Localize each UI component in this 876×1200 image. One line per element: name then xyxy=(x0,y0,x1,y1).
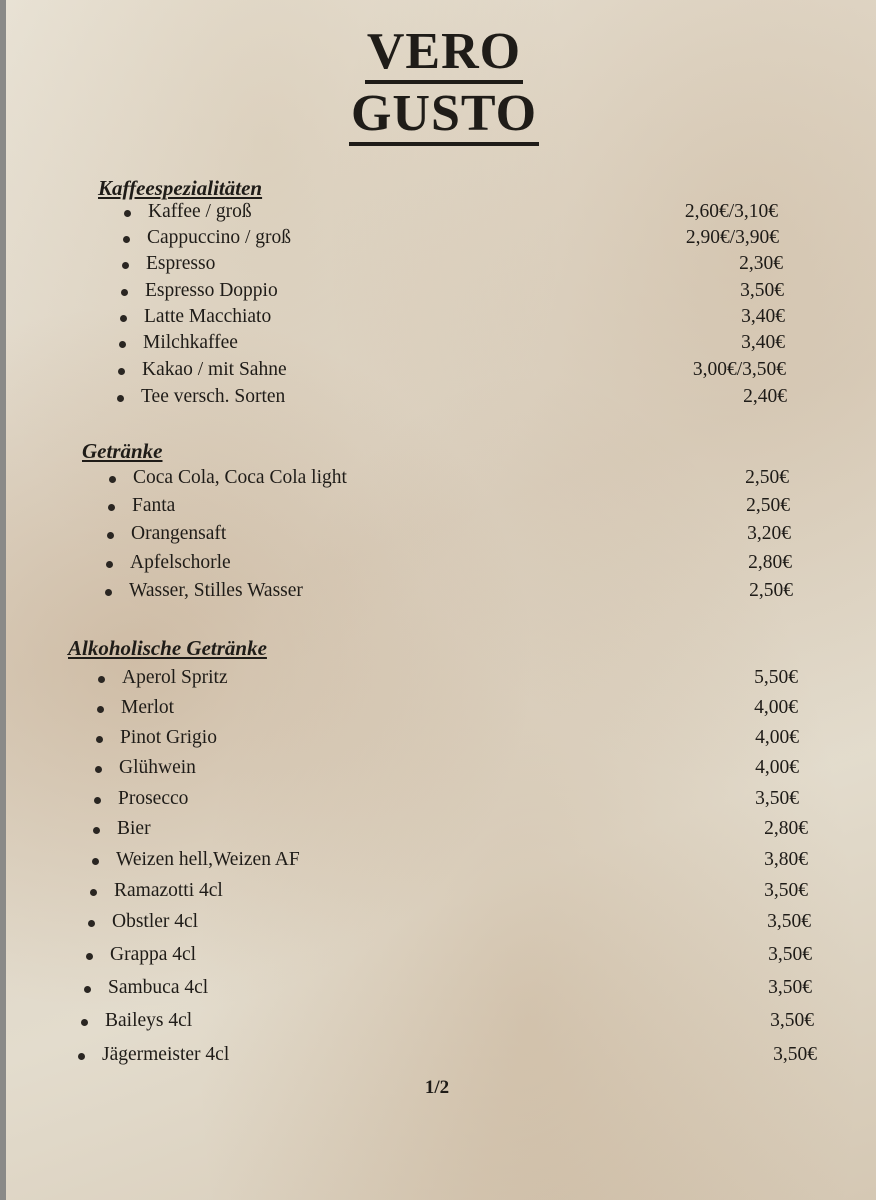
menu-item xyxy=(107,523,791,549)
item-name: Glühwein xyxy=(119,757,196,778)
item-price: 3,50€ xyxy=(755,788,799,809)
menu-item xyxy=(118,359,786,385)
bullet-icon xyxy=(93,827,100,834)
item-price: 3,50€ xyxy=(740,280,784,301)
bullet-icon xyxy=(106,561,113,568)
item-price: 2,80€ xyxy=(748,552,792,573)
menu-item xyxy=(123,227,779,253)
item-name: Espresso xyxy=(146,253,216,274)
section-heading-alcoholic-drinks: Alkoholische Getränke xyxy=(68,636,267,660)
item-price: 4,00€ xyxy=(754,697,798,718)
bullet-icon xyxy=(122,262,129,269)
bullet-icon xyxy=(108,504,115,511)
item-price: 2,50€ xyxy=(745,467,789,488)
item-price: 5,50€ xyxy=(754,667,798,688)
item-price: 3,50€ xyxy=(764,880,808,901)
menu-item xyxy=(84,977,812,1003)
menu-item xyxy=(86,944,812,970)
item-price: 4,00€ xyxy=(755,757,799,778)
bullet-icon xyxy=(94,797,101,804)
menu-item xyxy=(108,495,790,521)
item-price: 4,00€ xyxy=(755,727,799,748)
item-price: 2,40€ xyxy=(743,386,787,407)
item-name: Ramazotti 4cl xyxy=(114,880,223,901)
bullet-icon xyxy=(117,395,124,402)
item-price: 3,20€ xyxy=(747,523,791,544)
bullet-icon xyxy=(119,341,126,348)
bullet-icon xyxy=(109,476,116,483)
title-line-1 xyxy=(6,22,876,81)
item-name: Apfelschorle xyxy=(130,552,231,573)
item-price: 2,50€ xyxy=(749,580,793,601)
item-price: 3,00€/3,50€ xyxy=(692,359,786,380)
item-name: Bier xyxy=(117,818,151,839)
bullet-icon xyxy=(124,210,131,217)
item-price: 2,90€/3,90€ xyxy=(685,227,779,248)
item-price: 3,50€ xyxy=(773,1044,817,1065)
item-price: 3,40€ xyxy=(741,306,785,327)
item-name: Cappuccino / groß xyxy=(147,227,292,248)
item-name: Coca Cola, Coca Cola light xyxy=(133,467,347,488)
bullet-icon xyxy=(105,589,112,596)
menu-item xyxy=(95,757,799,783)
menu-item xyxy=(92,849,808,875)
item-name: Obstler 4cl xyxy=(112,911,199,932)
bullet-icon xyxy=(123,236,130,243)
item-price: 3,40€ xyxy=(741,332,785,353)
section-heading-drinks: Getränke xyxy=(82,439,163,463)
page-number: 1/2 xyxy=(424,1077,450,1098)
item-name: Grappa 4cl xyxy=(110,944,197,965)
item-name: Orangensaft xyxy=(131,523,227,544)
section-heading-coffee: Kaffeespezialitäten xyxy=(98,176,263,200)
bullet-icon xyxy=(121,289,128,296)
bullet-icon xyxy=(96,736,103,743)
menu-item xyxy=(105,580,793,606)
menu-item xyxy=(90,880,808,906)
item-name: Pinot Grigio xyxy=(120,727,217,748)
item-name: Fanta xyxy=(132,495,176,516)
item-price: 3,50€ xyxy=(768,977,812,998)
item-name: Prosecco xyxy=(118,788,189,809)
item-name: Wasser, Stilles Wasser xyxy=(129,580,303,601)
bullet-icon xyxy=(90,889,97,896)
menu-page xyxy=(6,0,876,1200)
menu-item xyxy=(96,727,799,753)
menu-item xyxy=(121,280,784,306)
bullet-icon xyxy=(95,766,102,773)
item-price: 3,50€ xyxy=(767,911,811,932)
menu-item xyxy=(117,386,787,412)
menu-item xyxy=(94,788,799,814)
title-line-2 xyxy=(6,84,876,143)
item-price: 2,50€ xyxy=(746,495,790,516)
menu-item xyxy=(106,552,792,578)
bullet-icon xyxy=(107,532,114,539)
bullet-icon xyxy=(118,368,125,375)
item-name: Espresso Doppio xyxy=(145,280,278,301)
item-name: Tee versch. Sorten xyxy=(141,386,286,407)
menu-item xyxy=(109,467,789,493)
menu-item xyxy=(98,667,798,693)
bullet-icon xyxy=(120,315,127,322)
menu-item xyxy=(93,818,808,844)
menu-item xyxy=(122,253,783,279)
title-gusto: GUSTO xyxy=(349,85,539,146)
bullet-icon xyxy=(84,986,91,993)
item-name: Merlot xyxy=(121,697,175,718)
bullet-icon xyxy=(98,676,105,683)
bullet-icon xyxy=(92,858,99,865)
bullet-icon xyxy=(97,706,104,713)
menu-item xyxy=(124,201,778,227)
menu-item xyxy=(120,306,785,332)
item-price: 2,80€ xyxy=(764,818,808,839)
item-name: Kakao / mit Sahne xyxy=(142,359,287,380)
menu-item xyxy=(119,332,785,358)
item-name: Baileys 4cl xyxy=(105,1010,193,1031)
bullet-icon xyxy=(78,1053,85,1060)
item-price: 3,50€ xyxy=(770,1010,814,1031)
item-name: Milchkaffee xyxy=(143,332,238,353)
bullet-icon xyxy=(88,920,95,927)
bullet-icon xyxy=(81,1019,88,1026)
title-vero: VERO xyxy=(365,23,523,84)
item-name: Latte Macchiato xyxy=(144,306,272,327)
item-name: Jägermeister 4cl xyxy=(102,1044,230,1065)
bullet-icon xyxy=(86,953,93,960)
item-price: 2,30€ xyxy=(739,253,783,274)
item-name: Sambuca 4cl xyxy=(108,977,209,998)
menu-item xyxy=(88,911,811,937)
item-name: Kaffee / groß xyxy=(148,201,252,222)
item-price: 2,60€/3,10€ xyxy=(684,201,778,222)
menu-item xyxy=(81,1010,814,1036)
menu-item xyxy=(78,1044,817,1070)
item-price: 3,50€ xyxy=(768,944,812,965)
item-name: Weizen hell,Weizen AF xyxy=(116,849,300,870)
item-name: Aperol Spritz xyxy=(122,667,228,688)
item-price: 3,80€ xyxy=(764,849,808,870)
menu-item xyxy=(97,697,798,723)
